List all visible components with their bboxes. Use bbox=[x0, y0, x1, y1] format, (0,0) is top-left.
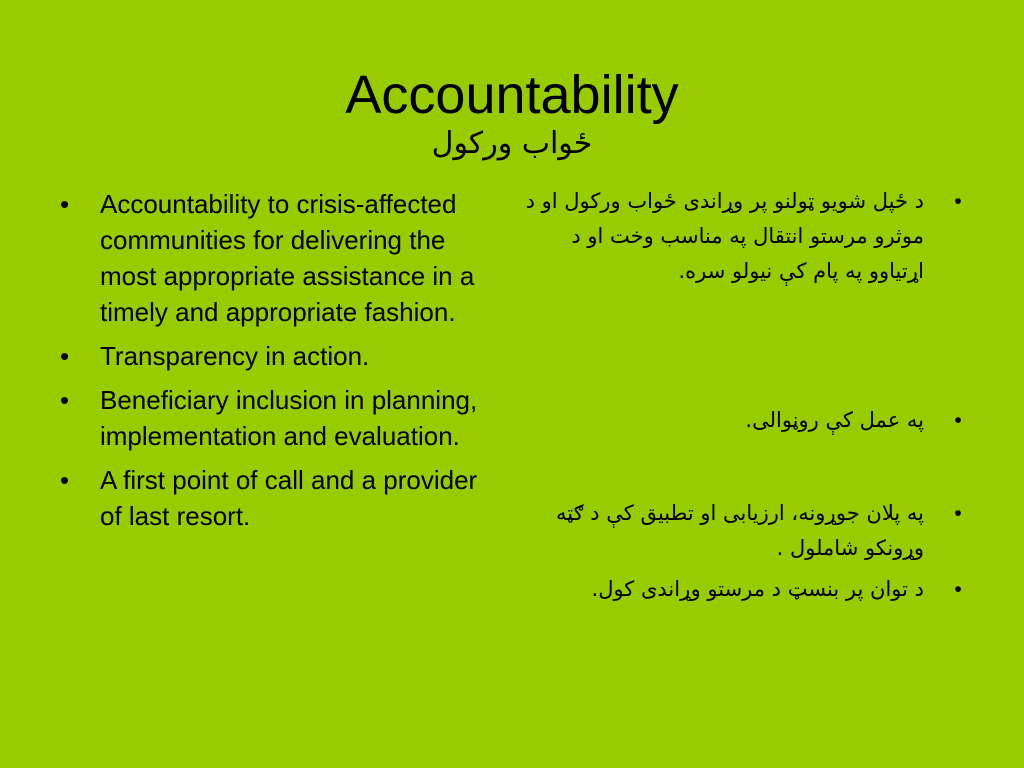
list-item-text: د ځپل شویو ټولنو پر وړاندی ځواب ورکول او د موثرو مرستو انتقال په مناسب وخت او د اړتیاوو په پام کې نیولو سره. bbox=[525, 189, 924, 283]
list-item-text: A first point of call and a provider of last resort. bbox=[100, 465, 478, 531]
list-item-text: Transparency in action. bbox=[100, 341, 370, 371]
list-item bbox=[520, 184, 972, 289]
bullet-icon: • bbox=[954, 578, 962, 601]
bullet-icon: • bbox=[60, 341, 70, 371]
slide-title: Accountability bbox=[345, 65, 679, 125]
list-item-text: په پلان جوړونه، ارزیابی او تطبیق کې د ګټه وړونکو شاملول . bbox=[555, 501, 924, 560]
bullet-icon: • bbox=[60, 385, 70, 415]
list-item-text: د توان پر بنسټ د مرستو وړاندی کول. bbox=[591, 577, 924, 601]
list-item bbox=[58, 338, 488, 374]
list-item bbox=[58, 462, 488, 534]
bullet-icon: • bbox=[60, 189, 70, 219]
left-column-english bbox=[58, 186, 488, 542]
bullet-list-english bbox=[58, 186, 488, 534]
list-item bbox=[58, 186, 488, 330]
bullet-icon: • bbox=[954, 409, 962, 432]
list-item bbox=[520, 572, 972, 607]
bullet-list-pashto bbox=[520, 184, 972, 607]
list-item-text: Accountability to crisis-affected communities for delivering the most appropriate assistance in a timely and appropriate fashion. bbox=[100, 189, 475, 327]
right-column-pashto bbox=[520, 184, 972, 607]
list-item bbox=[520, 496, 972, 566]
bullet-icon: • bbox=[954, 190, 962, 213]
list-item bbox=[58, 382, 488, 454]
list-item bbox=[520, 403, 972, 438]
bullet-icon: • bbox=[60, 465, 70, 495]
list-item-text: Beneficiary inclusion in planning, implementation and evaluation. bbox=[100, 385, 478, 451]
list-item-text: په عمل کې روڼوالی. bbox=[745, 408, 924, 432]
bullet-icon: • bbox=[954, 502, 962, 525]
slide-subtitle-pashto: ځواب ورکول bbox=[431, 126, 593, 161]
